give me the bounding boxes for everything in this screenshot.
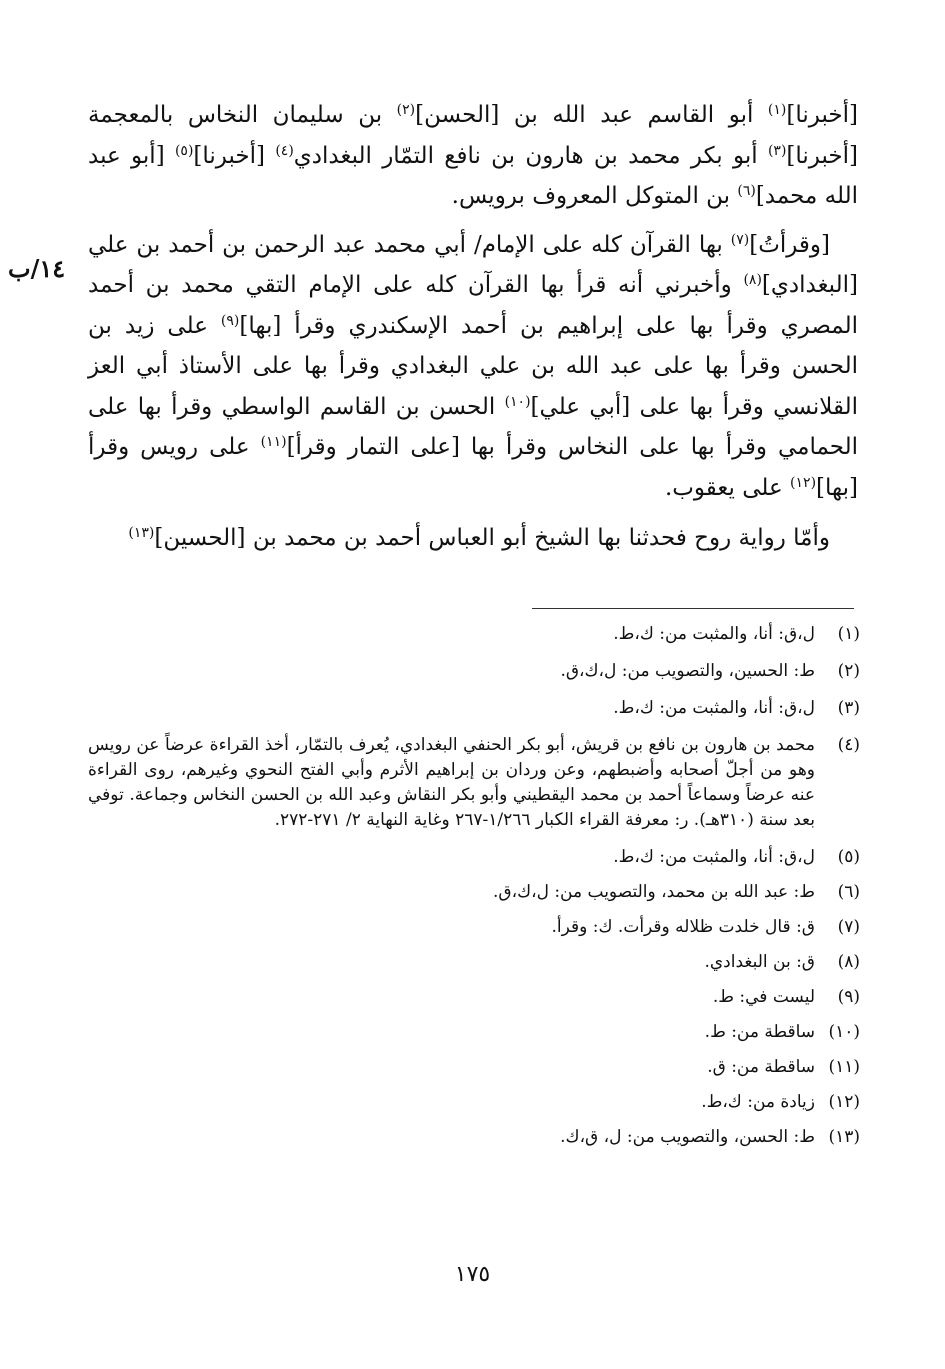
text-segment: أبو القاسم عبد الله بن [الحسن] xyxy=(415,102,768,128)
footnote-ref: (٢) xyxy=(396,102,416,118)
footnote xyxy=(88,733,860,833)
footnotes-list xyxy=(88,622,860,1160)
page-number: ١٧٥ xyxy=(454,1262,491,1287)
footnote xyxy=(88,880,860,905)
footnote-text: ليست في: ط. xyxy=(712,987,815,1007)
text-segment: على رويس وقرأ [بها] xyxy=(88,434,858,501)
main-text xyxy=(88,95,858,559)
text-segment: على زيد بن الحسن وقرأ بها على عبد الله بن علي البغدادي وقرأ بها على الأستاذ أبي العز القلانسي وقرأ بها على [أبي علي] xyxy=(88,312,858,420)
footnote-ref: (٦) xyxy=(737,183,756,199)
footnote-text: ساقطة من: ق. xyxy=(707,1057,815,1077)
footnote-ref: (٣) xyxy=(767,142,787,159)
footnote-ref: (١٠) xyxy=(504,393,531,410)
footnote-ref: (١٣) xyxy=(128,525,155,541)
text-segment: وأخبرني أنه قرأ بها القرآن كله على الإمام التقي محمد بن أحمد المصري وقرأ بها على إبراهيم بن أحمد الإسكندري وقرأ [بها] xyxy=(88,272,858,339)
paragraph-rawh xyxy=(88,518,858,559)
footnote xyxy=(88,1020,860,1045)
footnote-ref: (١٢) xyxy=(790,474,817,491)
paragraph-isnad xyxy=(88,95,858,217)
footnote-number: (٩) xyxy=(837,987,860,1007)
footnote-text: ط: الحسن، والتصويب من: ل، ق،ك. xyxy=(560,1127,815,1147)
footnote-number: (١٢) xyxy=(828,1092,860,1112)
footnote xyxy=(88,696,860,721)
footnote-text: ط: الحسين، والتصويب من: ل،ك،ق. xyxy=(560,661,815,681)
footnote-text: ل،ق: أنا، والمثبت من: ك،ط. xyxy=(613,847,815,867)
footnote xyxy=(88,985,860,1010)
paragraph-reading-chain xyxy=(88,225,858,509)
footnote xyxy=(88,950,860,975)
footnote-text: ق: قال خلدت ظلاله وقرأت. ك: وقرأ. xyxy=(551,917,815,937)
footnote-number: (١٣) xyxy=(828,1127,860,1147)
footnote-text: ل،ق: أنا، والمثبت من: ك،ط. xyxy=(613,624,815,644)
footnote-number: (١٠) xyxy=(828,1022,860,1042)
text-segment: [أبو عبد الله محمد] xyxy=(88,142,858,209)
footnote xyxy=(88,622,860,647)
text-segment: بها القرآن كله على الإمام/ أبي محمد عبد الرحمن بن أحمد بن علي [البغدادي] xyxy=(88,231,858,298)
footnote-ref: (٧) xyxy=(730,231,750,248)
footnote-text: ق: بن البغدادي. xyxy=(704,952,815,972)
footnote-divider xyxy=(532,608,854,609)
footnote-ref: (٩) xyxy=(220,312,240,329)
footnote-ref: (١) xyxy=(767,102,787,118)
folio-margin-note: ١٤/ب xyxy=(8,254,66,283)
footnote-number: (٥) xyxy=(837,847,860,867)
text-segment: الحسن بن القاسم الواسطي وقرأ بها على الحمامي وقرأ بها على النخاس وقرأ بها [على التمار وقرأ] xyxy=(88,393,858,460)
footnote-text: زيادة من: ك،ط. xyxy=(701,1092,815,1112)
text-segment: على يعقوب. xyxy=(664,474,791,501)
footnote-number: (١) xyxy=(837,624,860,644)
footnote xyxy=(88,1055,860,1080)
footnote-ref: (٨) xyxy=(743,272,762,288)
footnote-number: (٨) xyxy=(837,952,860,972)
footnote-number: (٧) xyxy=(837,917,860,937)
footnote xyxy=(88,915,860,940)
footnote-number: (١١) xyxy=(828,1057,860,1077)
text-segment: وأمّا رواية روح فحدثنا بها الشيخ أبو العباس أحمد بن محمد بن [الحسين] xyxy=(154,525,830,551)
footnote xyxy=(88,845,860,870)
footnote-number: (٣) xyxy=(837,698,860,718)
text-segment: أبو بكر محمد بن هارون بن نافع التمّار البغدادي xyxy=(293,142,768,169)
text-segment: [أخبرنا] xyxy=(786,102,858,128)
footnote-ref: (١١) xyxy=(260,434,287,450)
footnote xyxy=(88,659,860,684)
footnote-number: (٦) xyxy=(837,882,860,902)
text-segment: [وقرأتُ] xyxy=(749,231,830,258)
text-segment: بن سليمان النخاس بالمعجمة [أخبرنا] xyxy=(88,102,859,169)
footnote-number: (٢) xyxy=(837,661,860,681)
footnote xyxy=(88,1125,860,1150)
text-segment: [أخبرنا] xyxy=(193,142,276,169)
footnote-ref: (٥) xyxy=(174,142,194,159)
footnote-text: ط: عبد الله بن محمد، والتصويب من: ل،ك،ق. xyxy=(492,882,815,902)
footnote-text: محمد بن هارون بن نافع بن قريش، أبو بكر الحنفي البغدادي، يُعرف بالتمّار، أخذ القراءة عرضاً عن رويس وهو من أجلّ أصحابه وأضبطهم، وعن وردان بن إبراهيم الأثرم وأبي الفتح النحوي وغيرهم، روى القراءة عنه عرضاً وسماعاً أحمد بن محمد اليقطيني وأبو بكر النقاش وعبد الله بن الحسن النخاس وجماعة. توفي بعد سنة (٣١٠هـ). ر: معرفة القراء الكبار ١/٢٦٦-٢٦٧ وغاية النهاية ٢/ ٢٧١-٢٧٢. xyxy=(88,735,815,830)
footnote-text: ساقطة من: ط. xyxy=(704,1022,815,1042)
footnote xyxy=(88,1090,860,1115)
footnote-number: (٤) xyxy=(837,735,860,755)
footnote-ref: (٤) xyxy=(275,142,294,159)
text-segment: بن المتوكل المعروف برويس. xyxy=(451,183,738,209)
footnote-text: ل،ق: أنا، والمثبت من: ك،ط. xyxy=(613,698,815,718)
